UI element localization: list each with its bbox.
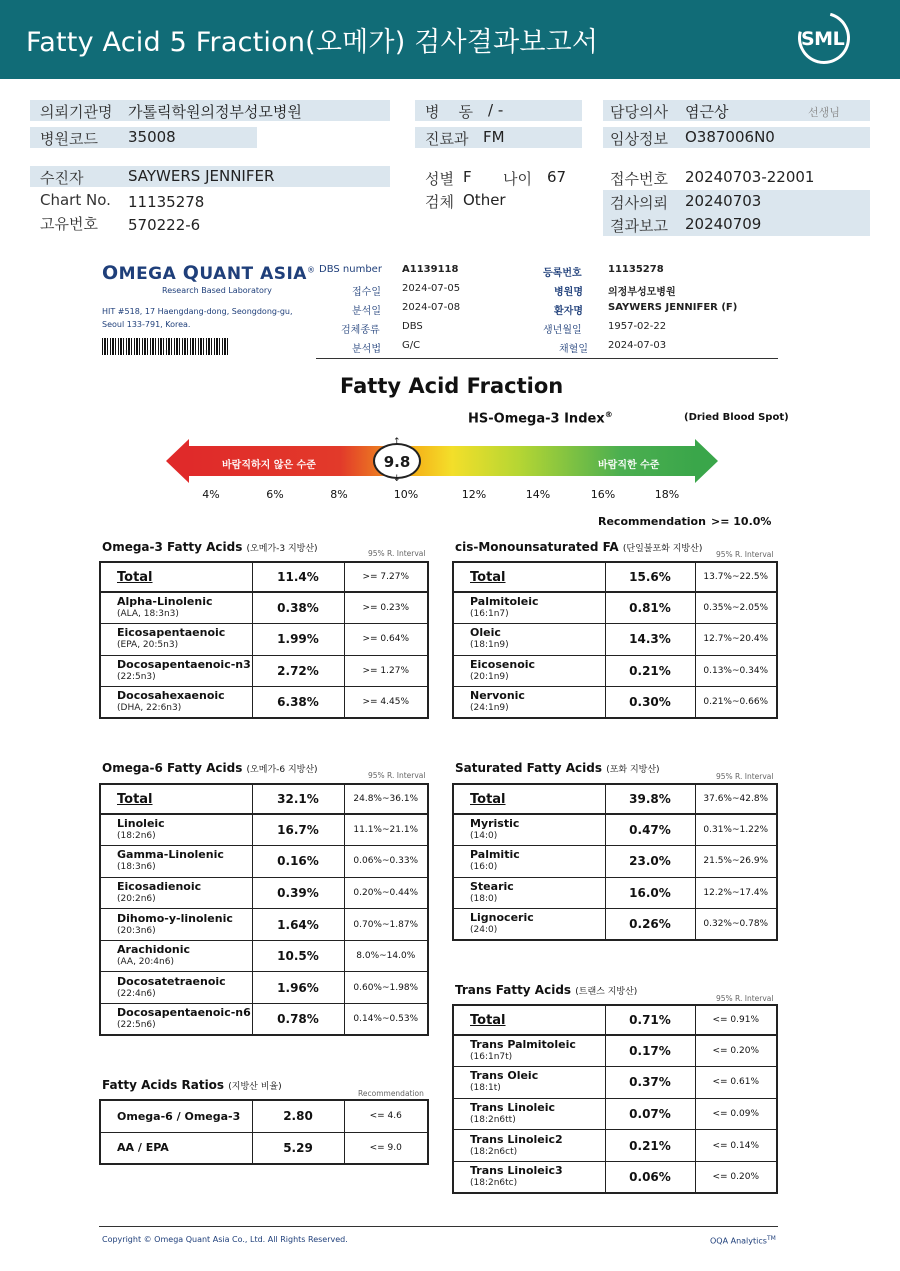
unique-id-value: 570222-6: [128, 216, 201, 234]
dob-value: 1957-02-22: [608, 321, 667, 332]
fatty-acid-name: Trans Linoleic3 (18:2n6tc): [453, 1161, 605, 1193]
table-row: [453, 1098, 777, 1130]
fatty-acid-name: Gamma-Linolenic (18:3n6): [100, 846, 252, 878]
fatty-acid-value: 23.0%: [605, 846, 695, 878]
reference-range: 0.20%~0.44%: [344, 877, 428, 909]
fatty-acid-name: Trans Oleic (18:1t): [453, 1067, 605, 1099]
report-header: [0, 0, 900, 79]
reg-no-label: 등록번호: [543, 268, 582, 279]
hospital-name-label: 병원명: [554, 287, 583, 298]
received-label: 접수일: [352, 287, 381, 298]
sml-logo: [798, 12, 854, 68]
table-row: [100, 1100, 428, 1132]
barcode: [102, 338, 230, 355]
received-value: 2024-07-05: [402, 283, 461, 294]
reg-no-value: 11135278: [608, 264, 664, 275]
mufa-table: [452, 561, 778, 719]
specimen-value: Other: [463, 191, 506, 209]
lab-divider: [316, 358, 778, 359]
ward-value: / -: [488, 101, 504, 119]
reference-range: 0.35%~2.05%: [695, 592, 777, 624]
reference-range: >= 1.27%: [344, 655, 428, 687]
dbs-label: DBS number: [319, 264, 382, 275]
table-row: [453, 877, 777, 909]
table-row: [453, 592, 777, 624]
sample-type-label: 검체종류: [341, 325, 380, 336]
fatty-acid-value: 2.80: [252, 1100, 344, 1132]
reference-range: >= 0.23%: [344, 592, 428, 624]
reference-range: <= 9.0: [344, 1132, 428, 1164]
fatty-acid-value: 0.21%: [605, 655, 695, 687]
arrow-left-icon: [166, 439, 189, 483]
fatty-acid-value: 0.30%: [605, 687, 695, 719]
doctor-value: 염근상: [685, 103, 729, 121]
table-row: [453, 909, 777, 941]
marker-down-icon: ↓: [393, 474, 401, 484]
request-date-label: 검사의뢰: [610, 194, 668, 212]
chart-no-label: Chart No.: [40, 191, 111, 209]
hospital-code-label: 병원코드: [40, 130, 98, 148]
request-date-value: 20240703: [685, 192, 762, 210]
table-row: [100, 655, 428, 687]
fatty-acid-name: Lignoceric (24:0): [453, 909, 605, 941]
reference-range: <= 0.91%: [695, 1005, 777, 1035]
clinical-value: O387006N0: [685, 128, 775, 146]
method-label: 분석법: [352, 344, 381, 355]
table-row: [100, 877, 428, 909]
fatty-acid-name: Trans Linoleic2 (18:2n6ct): [453, 1130, 605, 1162]
fatty-acid-name: Eicosadienoic (20:2n6): [100, 877, 252, 909]
fatty-acid-value: 1.64%: [252, 909, 344, 941]
scale-tick: 14%: [525, 488, 551, 501]
fatty-acid-name: Arachidonic (AA, 20:4n6): [100, 940, 252, 972]
fatty-acid-name: Total: [453, 1005, 605, 1035]
scale-tick: 6%: [266, 488, 284, 501]
clinical-label: 임상정보: [610, 130, 668, 148]
fatty-acid-name: Total: [453, 784, 605, 814]
ratios-title: Fatty Acids Ratios (지방산 비율): [102, 1078, 282, 1092]
fatty-acid-value: 0.17%: [605, 1035, 695, 1067]
fatty-acid-value: 0.06%: [605, 1161, 695, 1193]
saturated-title: Saturated Fatty Acids (포화 지방산): [455, 761, 660, 775]
reference-range: 0.06%~0.33%: [344, 846, 428, 878]
reference-range: <= 0.09%: [695, 1098, 777, 1130]
analyzed-label: 분석일: [352, 306, 381, 317]
table-row: [100, 784, 428, 814]
reference-range: >= 7.27%: [344, 562, 428, 592]
scale-tick: 10%: [393, 488, 419, 501]
fatty-acid-name: Docosapentaenoic-n3 (22:5n3): [100, 655, 252, 687]
recommendation-label: Recommendation: [598, 515, 706, 528]
fatty-acid-value: 32.1%: [252, 784, 344, 814]
fatty-acid-value: 10.5%: [252, 940, 344, 972]
table-row: [100, 624, 428, 656]
trans-table: [452, 1004, 778, 1194]
collected-value: 2024-07-03: [608, 340, 667, 351]
fatty-acid-value: 0.39%: [252, 877, 344, 909]
fatty-acid-value: 0.71%: [605, 1005, 695, 1035]
collected-label: 채혈일: [559, 344, 588, 355]
fatty-acid-name: Dihomo-y-linolenic (20:3n6): [100, 909, 252, 941]
reference-range: <= 4.6: [344, 1100, 428, 1132]
fatty-acid-name: Docosatetraenoic (22:4n6): [100, 972, 252, 1004]
logo-text: SML: [801, 28, 845, 50]
fatty-acid-name: Palmitoleic (16:1n7): [453, 592, 605, 624]
marker-up-icon: ↑: [393, 437, 401, 447]
fatty-acid-value: 1.96%: [252, 972, 344, 1004]
table-row: [453, 1161, 777, 1193]
reception-no-value: 20240703-22001: [685, 168, 815, 186]
omega6-title: Omega-6 Fatty Acids (오메가-6 지방산): [102, 761, 318, 775]
specimen-label: 검체: [425, 193, 454, 211]
table-row: [453, 1067, 777, 1099]
patient-name-value: SAYWERS JENNIFER: [128, 167, 275, 185]
scale-tick: 16%: [590, 488, 616, 501]
table-row: [453, 655, 777, 687]
fatty-acid-name: Alpha-Linolenic (ALA, 18:3n3): [100, 592, 252, 624]
reception-no-label: 접수번호: [610, 170, 668, 188]
fatty-acid-name: Trans Linoleic (18:2n6tt): [453, 1098, 605, 1130]
desirable-level-label: 바람직한 수준: [598, 460, 660, 471]
reference-range: 0.14%~0.53%: [344, 1004, 428, 1036]
lab-subtitle: Research Based Laboratory: [162, 286, 272, 295]
institution-value: 가톨릭학원의정부성모병원: [128, 103, 302, 121]
fatty-acid-value: 0.81%: [605, 592, 695, 624]
fatty-acid-value: 0.21%: [605, 1130, 695, 1162]
reference-range: <= 0.14%: [695, 1130, 777, 1162]
fatty-acid-name: Eicosapentaenoic (EPA, 20:5n3): [100, 624, 252, 656]
table-row: [100, 940, 428, 972]
ratios-table: [99, 1099, 429, 1165]
fatty-acid-name: Docosahexaenoic (DHA, 22:6n3): [100, 687, 252, 719]
fatty-acid-value: 0.78%: [252, 1004, 344, 1036]
reference-range: 12.7%~20.4%: [695, 624, 777, 656]
index-title: HS-Omega-3 Index®: [468, 410, 613, 427]
fatty-acid-name: Stearic (18:0): [453, 877, 605, 909]
method-value: G/C: [402, 340, 421, 351]
reference-range: 0.60%~1.98%: [344, 972, 428, 1004]
scale-tick: 4%: [202, 488, 220, 501]
fatty-acid-name: Total: [100, 784, 252, 814]
copyright: Copyright © Omega Quant Asia Co., Ltd. All Rights Reserved.: [102, 1235, 348, 1244]
age-value: 67: [547, 168, 567, 186]
fatty-acid-value: 11.4%: [252, 562, 344, 592]
doctor-label: 담당의사: [610, 103, 668, 121]
patient-value: SAYWERS JENNIFER (F): [608, 302, 738, 313]
table-row: [100, 1004, 428, 1036]
sample-type-value: DBS: [402, 321, 423, 332]
fatty-acid-name: Omega-6 / Omega-3: [100, 1100, 252, 1132]
recommendation-value: >= 10.0%: [711, 515, 772, 528]
reference-range: 37.6%~42.8%: [695, 784, 777, 814]
ward-label: 병 동: [425, 103, 474, 121]
ratios-ri-label: Recommendation: [358, 1089, 424, 1098]
table-row: [100, 846, 428, 878]
fatty-acid-value: 0.38%: [252, 592, 344, 624]
trans-ri-label: 95% R. Interval: [716, 994, 774, 1003]
dob-label: 생년월일: [543, 325, 582, 336]
reference-range: 0.21%~0.66%: [695, 687, 777, 719]
fatty-acid-value: 15.6%: [605, 562, 695, 592]
reference-range: 0.32%~0.78%: [695, 909, 777, 941]
fatty-acid-value: 0.16%: [252, 846, 344, 878]
fatty-acid-name: Eicosenoic (20:1n9): [453, 655, 605, 687]
department-label: 진료과: [425, 130, 469, 148]
fatty-acid-name: Palmitic (16:0): [453, 846, 605, 878]
doctor-suffix: 선생님: [808, 106, 840, 119]
fatty-acid-name: AA / EPA: [100, 1132, 252, 1164]
omega3-table: [99, 561, 429, 719]
oqa-analytics: OQA Analytics™: [710, 1235, 776, 1246]
reference-range: 12.2%~17.4%: [695, 877, 777, 909]
reference-range: 8.0%~14.0%: [344, 940, 428, 972]
reference-range: 0.70%~1.87%: [344, 909, 428, 941]
patient-name-label: 수진자: [40, 169, 84, 187]
analyzed-value: 2024-07-08: [402, 302, 461, 313]
table-row: [453, 784, 777, 814]
reference-range: 0.13%~0.34%: [695, 655, 777, 687]
table-row: [453, 1035, 777, 1067]
fatty-acid-name: Linoleic (18:2n6): [100, 814, 252, 846]
reference-range: >= 4.45%: [344, 687, 428, 719]
fatty-acid-value: 39.8%: [605, 784, 695, 814]
reference-range: 24.8%~36.1%: [344, 784, 428, 814]
report-title: Fatty Acid 5 Fraction(오메가) 검사결과보고서: [26, 27, 599, 58]
fraction-title: Fatty Acid Fraction: [340, 374, 564, 398]
mufa-ri-label: 95% R. Interval: [716, 550, 774, 559]
undesirable-level-label: 바람직하지 않은 수준: [222, 460, 316, 471]
table-row: [100, 687, 428, 719]
fatty-acid-name: Oleic (18:1n9): [453, 624, 605, 656]
report-date-label: 결과보고: [610, 217, 668, 235]
trans-title: Trans Fatty Acids (트랜스 지방산): [455, 983, 638, 997]
table-row: [100, 972, 428, 1004]
reference-range: <= 0.61%: [695, 1067, 777, 1099]
institution-label: 의뢰기관명: [40, 103, 113, 121]
lab-address: HIT #518, 17 Haengdang-dong, Seongdong-gu, Seoul 133-791, Korea.: [102, 307, 293, 329]
omega6-table: [99, 783, 429, 1036]
table-row: [100, 1132, 428, 1164]
fatty-acid-name: Total: [100, 562, 252, 592]
reference-range: 0.31%~1.22%: [695, 814, 777, 846]
reference-range: 11.1%~21.1%: [344, 814, 428, 846]
table-row: [453, 814, 777, 846]
index-value: 9.8: [383, 453, 411, 471]
table-row: [453, 1005, 777, 1035]
fatty-acid-value: 6.38%: [252, 687, 344, 719]
sex-value: F: [463, 168, 472, 186]
age-label: 나이: [503, 170, 532, 188]
mufa-title: cis-Monounsaturated FA (단일불포화 지방산): [455, 540, 703, 554]
scale-tick: 12%: [461, 488, 487, 501]
saturated-table: [452, 783, 778, 941]
reference-range: 21.5%~26.9%: [695, 846, 777, 878]
reference-range: <= 0.20%: [695, 1035, 777, 1067]
fatty-acid-value: 0.07%: [605, 1098, 695, 1130]
patient-label: 환자명: [554, 306, 583, 317]
report-date-value: 20240709: [685, 215, 762, 233]
reference-range: >= 0.64%: [344, 624, 428, 656]
department-value: FM: [483, 128, 505, 146]
chart-no-value: 11135278: [128, 193, 205, 211]
fatty-acid-value: 14.3%: [605, 624, 695, 656]
omega6-ri-label: 95% R. Interval: [368, 771, 426, 780]
fatty-acid-value: 0.47%: [605, 814, 695, 846]
fatty-acid-value: 1.99%: [252, 624, 344, 656]
fatty-acid-value: 16.0%: [605, 877, 695, 909]
hospital-name-value: 의정부성모병원: [608, 287, 676, 298]
arrow-right-icon: [695, 439, 718, 483]
fatty-acid-value: 2.72%: [252, 655, 344, 687]
fatty-acid-name: Nervonic (24:1n9): [453, 687, 605, 719]
scale-tick: 8%: [330, 488, 348, 501]
lab-logo: OMEGA QUANT ASIA®: [102, 262, 316, 284]
fatty-acid-name: Trans Palmitoleic (16:1n7t): [453, 1035, 605, 1067]
reference-range: <= 0.20%: [695, 1161, 777, 1193]
fatty-acid-value: 0.37%: [605, 1067, 695, 1099]
table-row: [100, 562, 428, 592]
hospital-code-value: 35008: [128, 128, 176, 146]
table-row: [453, 562, 777, 592]
saturated-ri-label: 95% R. Interval: [716, 772, 774, 781]
scale-tick: 18%: [654, 488, 680, 501]
table-row: [100, 592, 428, 624]
fatty-acid-value: 0.26%: [605, 909, 695, 941]
fatty-acid-name: Total: [453, 562, 605, 592]
footer-divider: [99, 1226, 778, 1227]
table-row: [100, 909, 428, 941]
reference-range: 13.7%~22.5%: [695, 562, 777, 592]
omega3-ri-label: 95% R. Interval: [368, 549, 426, 558]
table-row: [453, 846, 777, 878]
sex-label: 성별: [425, 170, 454, 188]
table-row: [453, 687, 777, 719]
omega3-title: Omega-3 Fatty Acids (오메가-3 지방산): [102, 540, 318, 554]
fatty-acid-value: 5.29: [252, 1132, 344, 1164]
fatty-acid-value: 16.7%: [252, 814, 344, 846]
table-row: [453, 624, 777, 656]
dbs-value: A1139118: [402, 264, 459, 275]
table-row: [453, 1130, 777, 1162]
dried-blood-spot-label: (Dried Blood Spot): [684, 412, 789, 423]
fatty-acid-name: Myristic (14:0): [453, 814, 605, 846]
unique-id-label: 고유번호: [40, 215, 98, 233]
table-row: [100, 814, 428, 846]
fatty-acid-name: Docosapentaenoic-n6 (22:5n6): [100, 1004, 252, 1036]
